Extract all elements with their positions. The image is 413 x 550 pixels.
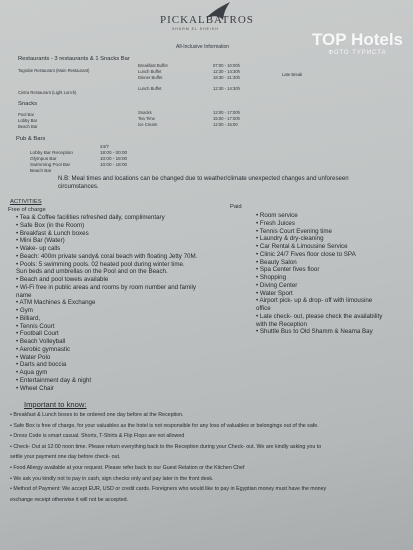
list-item: • We ask you kindly not to pay in cash, sign checks only and pay later in the front desk. xyxy=(10,475,214,482)
list-item: • Tea & Coffee facilities refreshed daily, complimentary xyxy=(16,214,165,221)
list-item: with the Reception xyxy=(256,320,307,328)
snack-place: Pool Bar xyxy=(18,112,35,117)
meal-time: 18:30 - 21:30h xyxy=(213,75,241,80)
list-item: • Water Polo xyxy=(16,353,51,361)
meal-label: Dinner Buffet xyxy=(138,75,163,80)
list-item: • Aqua gym xyxy=(16,369,48,376)
hotel-logo-subtitle: SHARM EL SHEIKH xyxy=(172,27,219,31)
meal-label: Breakfast Buffet xyxy=(138,63,168,68)
list-item: • Late check- out, please check the availability xyxy=(256,312,383,320)
list-item: • Darts and boccia xyxy=(16,361,67,369)
list-item: • Check- Out at 12:00 noon time. Please return everything back to the Reception during your Check- out. We are kindly asking you to xyxy=(10,443,322,450)
pub-name: Swimming Pool Bar xyxy=(30,162,71,167)
pub-time: 18:00 - 00:00 xyxy=(100,150,128,155)
restaurant-name: Cintra Restaurant (Light Lunch) xyxy=(18,90,77,95)
list-item: • Spa Center fives floor xyxy=(256,266,320,274)
snack-item: Snacks xyxy=(138,110,152,115)
meal-label: Lunch Buffet xyxy=(138,86,162,91)
meal-time: 12:30 - 14:30h xyxy=(213,69,241,74)
list-item: settle your payment one day before check- out. xyxy=(10,454,121,461)
paid-activities-list xyxy=(256,212,382,336)
list-item: • Beach: 400m private sandy& coral beach with floating Jetty 70M. xyxy=(16,252,198,260)
list-item: • Beauty Salon xyxy=(256,258,297,266)
snack-item: Tea Time xyxy=(138,116,155,121)
snack-time: 15:00 - 17:00h xyxy=(213,116,241,121)
list-item: name xyxy=(16,291,32,299)
list-item: • Wheel Chair xyxy=(16,384,54,392)
pub-time: 24/7 xyxy=(100,144,109,149)
pub-name: Beach Bar xyxy=(30,168,52,173)
meal-extra: Late Break xyxy=(282,72,303,77)
list-item: • Beach and pool towels available xyxy=(16,276,109,283)
pub-name: Olympus Bar xyxy=(30,156,57,161)
list-item: • Tennis Court xyxy=(16,322,55,330)
meal-label: Lunch Buffet xyxy=(138,69,162,74)
activities-heading: ACTIVITIES xyxy=(10,199,42,205)
list-item: exchange receipt otherwise it will not be accepted. xyxy=(10,496,129,503)
list-item: • Room service xyxy=(256,212,298,219)
paid-label: Paid xyxy=(230,204,242,210)
hotel-logo-text: PICKALBATROS xyxy=(160,14,254,26)
nb-note-line: circumstances. xyxy=(58,182,99,190)
pub-name: Lobby Bar Reception xyxy=(30,150,73,155)
list-item: office xyxy=(256,305,271,312)
list-item: • Laundry & dry-cleaning xyxy=(256,235,324,243)
restaurants-heading: Restaurants - 3 restaurants & 1 Snacks Bar xyxy=(18,56,130,62)
list-item: • Aerobic gymnastic xyxy=(16,345,71,353)
important-heading: Important to know: xyxy=(24,400,87,409)
list-item: • Mini Bar (Water) xyxy=(16,237,65,245)
list-item: • Breakfast & Lunch boxes to be ordered one day before at the Reception. xyxy=(10,412,184,418)
list-item: • Breakfast & Lunch boxes xyxy=(16,229,89,237)
free-of-charge-label: Free of charge xyxy=(8,207,46,213)
watermark-title: TOP Hotels xyxy=(311,30,403,49)
snacks-heading: Snacks xyxy=(18,101,38,107)
snack-item: Ice Cream xyxy=(138,122,158,127)
tophotels-watermark xyxy=(312,30,403,56)
pub-time: 10:00 - 18:00 xyxy=(100,156,128,161)
page-title: All-Inclusive Information xyxy=(176,44,230,50)
list-item: • Airport pick- up & drop- off with limousine xyxy=(256,297,373,305)
list-item: • Safe Box (in the Room) xyxy=(16,221,85,229)
list-item: • Gym xyxy=(16,307,33,314)
free-activities-list xyxy=(16,214,197,392)
list-item: • Wake- up calls xyxy=(16,245,61,252)
list-item: • Fresh Juices xyxy=(256,219,295,227)
list-item: • Food Allergy available at your request. Please refer back to our Guest Relation or the Kitchen Chef xyxy=(10,464,245,471)
meal-time: 07:00 - 10:00h xyxy=(213,63,241,68)
list-item: • Diving Center xyxy=(256,281,298,289)
list-item: • Clinic 24/7 Fives floor close to SPA xyxy=(256,250,356,258)
list-item: • Safe Box is free of charge, for your valuables as the hotel is not responsible for any loss of valuables or belongings out of the safe. xyxy=(10,422,319,429)
list-item: • Beach Volleyball xyxy=(16,338,66,345)
snack-time: 12:00 - 17:00h xyxy=(213,110,241,115)
nb-note-line: N.B: Meal times and locations can be changed due to weather/climate unexpected changes and unforeseen xyxy=(58,175,349,182)
snack-place: Beach Bar xyxy=(18,124,38,129)
important-list xyxy=(10,410,326,505)
snack-time: 12:00 - 15:00 xyxy=(213,122,238,127)
list-item: • Car Rental & Limousine Service xyxy=(256,243,348,250)
pub-time: 10:00 - 18:00 xyxy=(100,162,128,167)
list-item: • Wi-Fi free in public areas and rooms by room number and family xyxy=(16,283,196,291)
list-item: • Tennis Court Evening time xyxy=(256,227,332,235)
list-item: • ATM Machines & Exchange xyxy=(16,299,96,307)
list-item: • Billiard, xyxy=(16,314,41,322)
meal-time: 12:30 - 14:30h xyxy=(213,86,241,91)
list-item: • Method of Payment: We accept EUR, USD or credit cards. Foreigners who would like to pay in Egyptian money must have the money xyxy=(10,486,327,493)
list-item: • Water Sport xyxy=(256,289,293,297)
list-item: • Entertainment day & night xyxy=(16,376,92,384)
watermark-subtitle: ФОТО ТУРИСТА xyxy=(328,50,387,56)
list-item: Sun beds and umbrellas on the Pool and on the Beach. xyxy=(16,268,168,276)
list-item: • Pools: 5 swimming pools. 02 heated pool during winter time. xyxy=(16,260,185,268)
list-item: • Football Court xyxy=(16,330,59,338)
restaurant-name: Tagrabe Restaurant (Main Restaurant) xyxy=(18,68,90,73)
nb-note xyxy=(58,175,349,191)
pubs-heading: Pub & Bars xyxy=(16,136,46,142)
list-item: • Shopping xyxy=(256,274,287,281)
snack-place: Lobby Bar xyxy=(18,118,38,123)
list-item: • Dress Code is smart casual. Shorts, T-Shirts & Flip Flops are not allowed xyxy=(10,433,185,440)
list-item: • Shuttle Bus to Old Shamm & Neama Bay xyxy=(256,328,373,336)
